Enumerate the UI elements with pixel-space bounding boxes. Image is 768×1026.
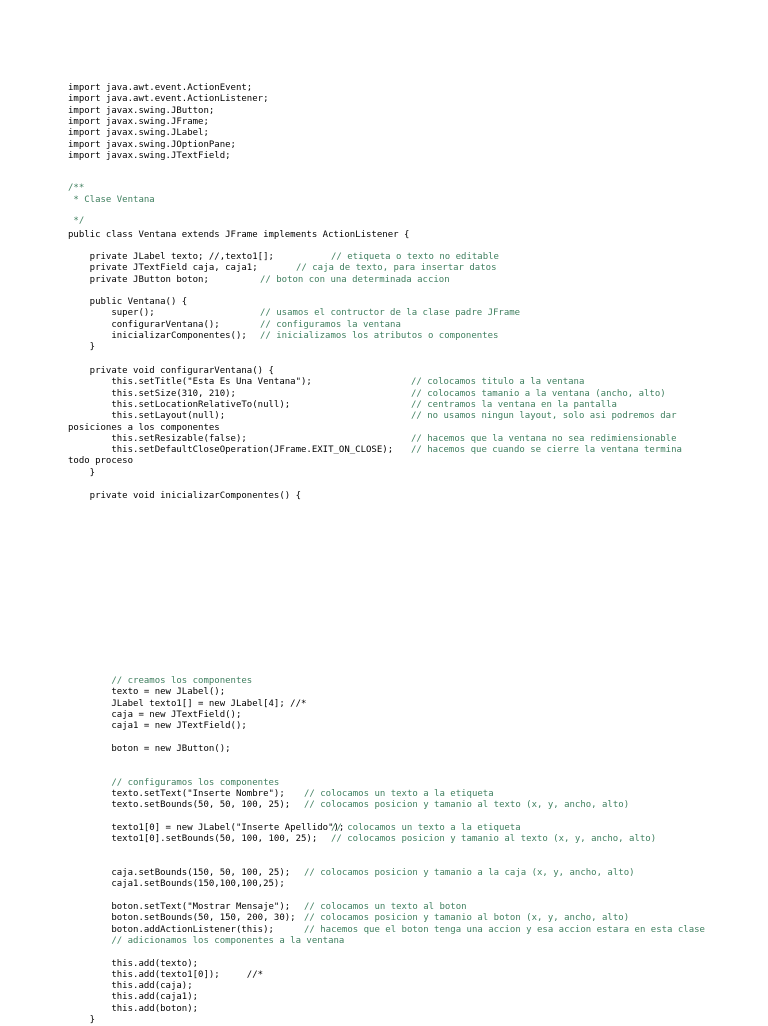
constructor-line: inicializarComponentes(); bbox=[68, 330, 247, 341]
constructor-comment: // configuramos la ventana bbox=[260, 319, 401, 330]
init-code-line: texto = new JLabel(); bbox=[68, 687, 226, 698]
configurar-line: } bbox=[68, 467, 96, 478]
init-code-comment: // colocamos posicion y tamanio al texto (x, y, ancho, alto) bbox=[304, 800, 630, 811]
configurar-line: todo proceso bbox=[68, 456, 134, 467]
init-code-line: // adicionamos los componentes a la ventana bbox=[68, 935, 345, 946]
configurar-line: this.setDefaultCloseOperation(JFrame.EXIT_ON_CLOSE); bbox=[68, 445, 394, 456]
constructor-line: super(); bbox=[68, 308, 155, 319]
init-code-line: boton.addActionListener(this); bbox=[68, 924, 274, 935]
init-code-line: // configuramos los componentes bbox=[68, 777, 280, 788]
field-comment: // caja de texto, para insertar datos bbox=[296, 263, 497, 274]
init-code-line: this.add(caja); bbox=[68, 981, 193, 992]
constructor-line: public Ventana() { bbox=[68, 297, 188, 307]
configurar-line: posiciones a los componentes bbox=[68, 422, 220, 433]
constructor-line: } bbox=[68, 342, 96, 353]
configurar-comment: // colocamos titulo a la ventana bbox=[411, 377, 585, 388]
init-code-line: boton.setText("Mostrar Mensaje"); bbox=[68, 902, 291, 912]
doc-comment-line: /** bbox=[68, 183, 85, 193]
init-code-line: boton.setBounds(50, 150, 200, 30); bbox=[68, 913, 296, 924]
field-line: private JButton boton; bbox=[68, 274, 209, 285]
init-method-declaration: private void inicializarComponentes() { bbox=[68, 491, 301, 501]
import-line: import java.awt.event.ActionListener; bbox=[68, 94, 269, 105]
init-code-line: texto.setBounds(50, 50, 100, 25); bbox=[68, 800, 291, 811]
configurar-comment: // centramos la ventana en la pantalla bbox=[411, 399, 617, 410]
init-code-comment: // colocamos un texto al boton bbox=[304, 902, 467, 912]
configurar-comment: // colocamos tamanio a la ventana (ancho, alto) bbox=[411, 388, 666, 399]
import-line: import javax.swing.JButton; bbox=[68, 105, 215, 116]
init-code-line: this.add(caja1); bbox=[68, 992, 199, 1003]
init-code-comment: // hacemos que el boton tenga una accion y esa accion estara en esta clase bbox=[304, 924, 705, 935]
init-code-line: this.add(boton); bbox=[68, 1003, 199, 1014]
configurar-comment: // no usamos ningun layout, solo asi podremos dar bbox=[411, 411, 677, 422]
init-code-comment: // colocamos un texto a la etiqueta bbox=[331, 822, 521, 833]
init-code-line: texto.setText("Inserte Nombre"); bbox=[68, 789, 285, 799]
field-line: private JLabel texto; //,texto1[]; bbox=[68, 252, 274, 262]
init-code-line: this.add(texto); bbox=[68, 958, 199, 969]
init-code-line: caja1.setBounds(150,100,100,25); bbox=[68, 879, 285, 890]
configurar-line: this.setLocationRelativeTo(null); bbox=[68, 399, 291, 410]
import-line: import javax.swing.JFrame; bbox=[68, 116, 209, 127]
import-line: import javax.swing.JTextField; bbox=[68, 150, 231, 161]
configurar-comment: // hacemos que cuando se cierre la ventana termina bbox=[411, 445, 682, 456]
init-code-line: caja1 = new JTextField(); bbox=[68, 721, 247, 732]
class-declaration: public class Ventana extends JFrame implements ActionListener { bbox=[68, 230, 410, 240]
import-line: import java.awt.event.ActionEvent; bbox=[68, 83, 253, 93]
init-code-line: JLabel texto1[] = new JLabel[4]; //* bbox=[68, 698, 307, 709]
init-code-line: texto1[0].setBounds(50, 100, 100, 25); bbox=[68, 834, 318, 845]
constructor-comment: // usamos el contructor de la clase padre JFrame bbox=[260, 308, 521, 319]
init-code-comment: // colocamos un texto a la etiqueta bbox=[304, 789, 494, 799]
field-line: private JTextField caja, caja1; bbox=[68, 263, 258, 274]
import-line: import javax.swing.JOptionPane; bbox=[68, 139, 236, 150]
constructor-line: configurarVentana(); bbox=[68, 319, 220, 330]
init-code-line: caja = new JTextField(); bbox=[68, 709, 242, 720]
init-code-comment: // colocamos posicion y tamanio al boton (x, y, ancho, alto) bbox=[304, 913, 630, 924]
field-comment: // boton con una determinada accion bbox=[260, 274, 450, 285]
init-code-comment: // colocamos posicion y tamanio al texto (x, y, ancho, alto) bbox=[331, 834, 657, 845]
configurar-comment: // hacemos que la ventana no sea redimiensionable bbox=[411, 433, 677, 444]
init-code-line: // creamos los componentes bbox=[68, 676, 253, 686]
init-code-line: texto1[0] = new JLabel("Inserte Apellido"); bbox=[68, 822, 345, 833]
init-code-line: boton = new JButton(); bbox=[68, 743, 231, 754]
doc-comment-line: * Clase Ventana bbox=[68, 195, 155, 205]
init-code-comment: // colocamos posicion y tamanio a la caja (x, y, ancho, alto) bbox=[304, 868, 635, 879]
field-comment: // etiqueta o texto no editable bbox=[331, 252, 499, 262]
init-code-line: caja.setBounds(150, 50, 100, 25); bbox=[68, 868, 291, 879]
configurar-line: this.setResizable(false); bbox=[68, 433, 247, 444]
init-code-line: } bbox=[68, 1015, 96, 1025]
import-line: import javax.swing.JLabel; bbox=[68, 128, 209, 139]
configurar-line: this.setLayout(null); bbox=[68, 411, 226, 422]
init-code-line: this.add(texto1[0]); //* bbox=[68, 969, 264, 980]
configurar-line: private void configurarVentana() { bbox=[68, 366, 274, 376]
doc-comment-line: */ bbox=[68, 216, 85, 226]
configurar-line: this.setTitle("Esta Es Una Ventana"); bbox=[68, 377, 312, 388]
configurar-line: this.setSize(310, 210); bbox=[68, 388, 236, 399]
constructor-comment: // inicializamos los atributos o componentes bbox=[260, 330, 499, 341]
